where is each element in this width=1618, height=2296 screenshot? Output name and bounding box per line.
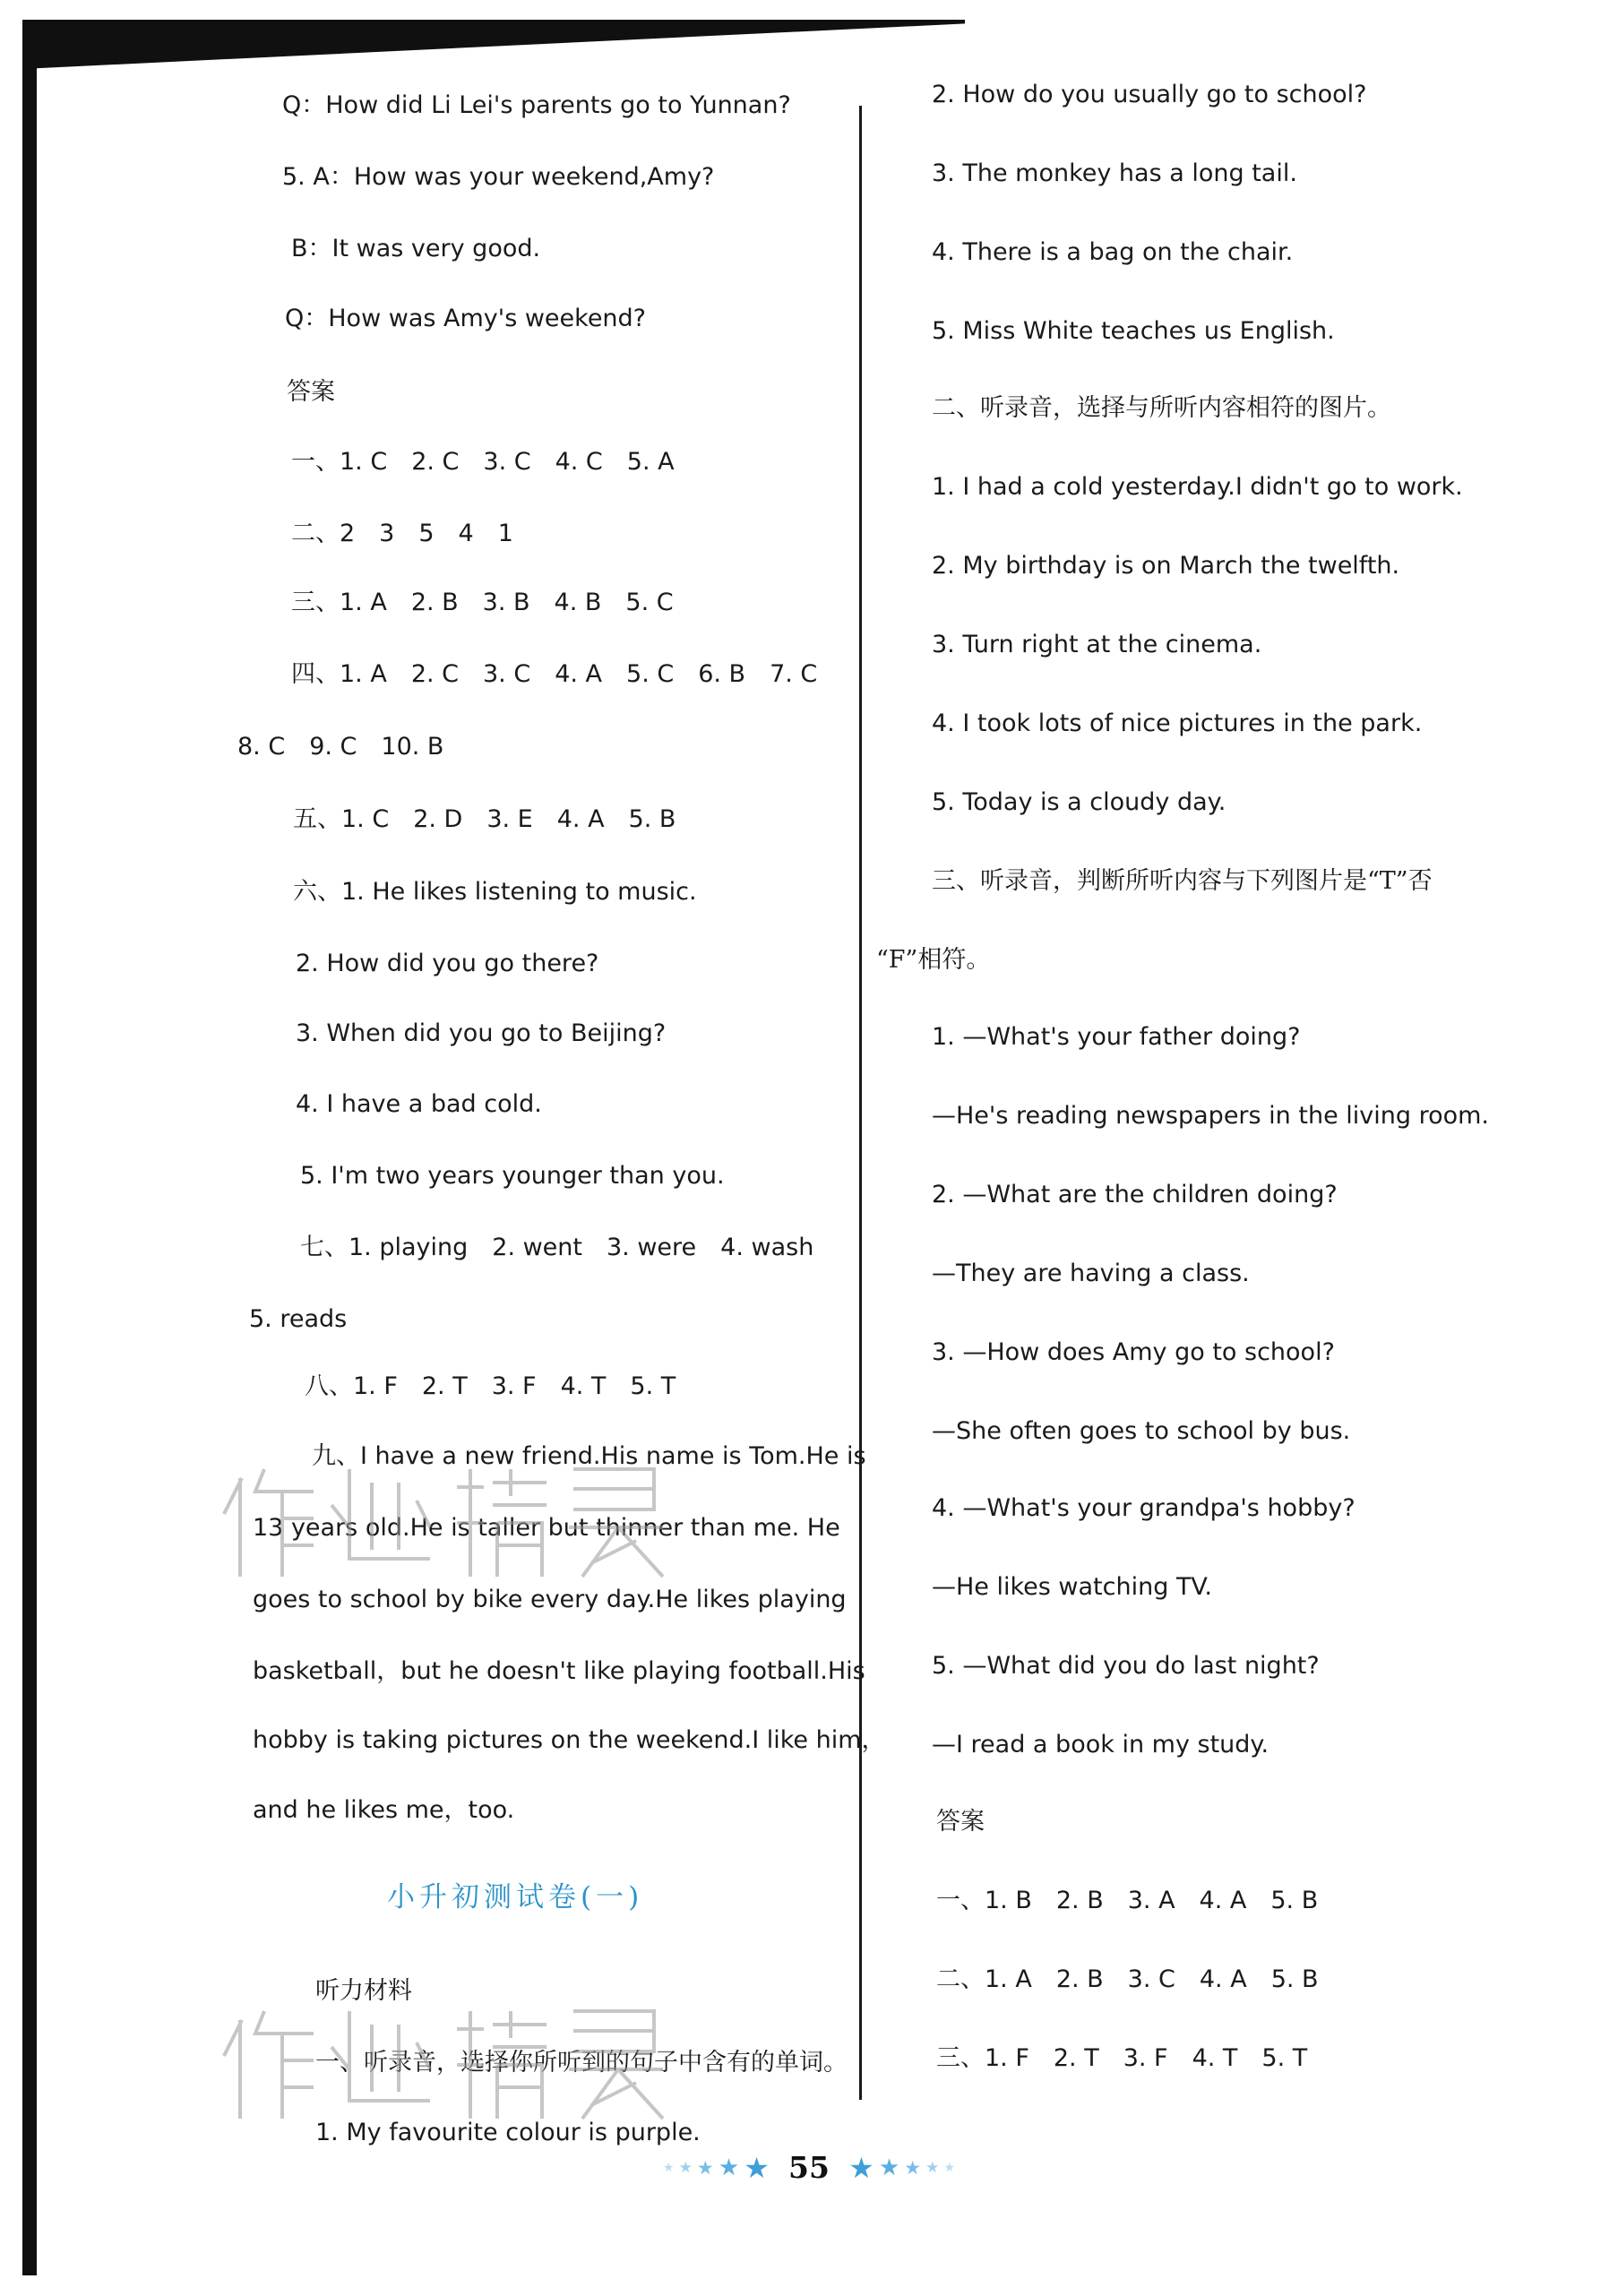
text-line: 2. How did you go there? xyxy=(296,950,599,977)
text-line: hobby is taking pictures on the weekend.I like him， xyxy=(253,1726,886,1754)
star-icon: ★ xyxy=(904,2156,922,2179)
text-line: 2. How do you usually go to school? xyxy=(932,81,1367,108)
text-line: 三、听录音，判断所听内容与下列图片是“T”否 xyxy=(932,867,1433,895)
text-line: 1. —What's your father doing? xyxy=(932,1023,1301,1051)
text-line: 八、1. F 2. T 3. F 4. T 5. T xyxy=(305,1372,676,1400)
text-line: —I read a book in my study. xyxy=(932,1731,1269,1759)
text-line: 4. I took lots of nice pictures in the park. xyxy=(932,709,1423,737)
text-line: 一、1. B 2. B 3. A 4. A 5. B xyxy=(936,1887,1319,1914)
text-line: 1. I had a cold yesterday.I didn't go to work. xyxy=(932,473,1463,501)
text-line: Q：How was Amy's weekend? xyxy=(285,305,647,332)
text-line: 4. There is a bag on the chair. xyxy=(932,238,1294,266)
text-line: 5. I'm two years younger than you. xyxy=(300,1162,725,1190)
text-line: Q：How did Li Lei's parents go to Yunnan? xyxy=(282,91,791,119)
scan-edge-top xyxy=(22,20,965,69)
text-line: 三、1. A 2. B 3. B 4. B 5. C xyxy=(291,589,674,616)
text-line: 四、1. A 2. C 3. C 4. A 5. C 6. B 7. C xyxy=(291,660,818,688)
text-line: 3. —How does Amy go to school? xyxy=(932,1338,1335,1366)
text-line: 二、听录音，选择与所听内容相符的图片。 xyxy=(932,394,1391,422)
text-line: 七、1. playing 2. went 3. were 4. wash xyxy=(300,1234,814,1261)
text-line: —They are having a class. xyxy=(932,1260,1250,1287)
text-line: 九、I have a new friend.His name is Tom.He is xyxy=(312,1442,866,1470)
text-line: 2. —What are the children doing? xyxy=(932,1181,1338,1208)
text-line: 五、1. C 2. D 3. E 4. A 5. B xyxy=(293,805,676,833)
text-line: 5. Today is a cloudy day. xyxy=(932,788,1226,816)
star-icon: ★ xyxy=(718,2154,740,2181)
star-icon: ★ xyxy=(878,2154,900,2181)
text-line: 3. Turn right at the cinema. xyxy=(932,631,1262,658)
watermark-stamp xyxy=(215,1442,681,1586)
text-line: 一、听录音，选择你所听到的句子中含有的单词。 xyxy=(315,2049,848,2077)
star-icon: ★ xyxy=(943,2160,956,2175)
text-line: —She often goes to school by bus. xyxy=(932,1417,1351,1445)
text-line: goes to school by bike every day.He likes playing xyxy=(253,1586,847,1613)
text-line: basketball，but he doesn't like playing football.His xyxy=(253,1657,865,1685)
text-line: 3. When did you go to Beijing? xyxy=(296,1019,667,1047)
text-line: 1. My favourite colour is purple. xyxy=(315,2119,701,2146)
star-icon: ★ xyxy=(678,2158,693,2177)
column-divider xyxy=(859,106,862,2100)
text-line: B：It was very good. xyxy=(291,235,541,262)
text-line: “F”相符。 xyxy=(876,946,991,974)
text-line: 一、1. C 2. C 3. C 4. C 5. A xyxy=(291,448,675,476)
text-line: 答案 xyxy=(287,378,335,406)
text-line: 4. —What's your grandpa's hobby? xyxy=(932,1494,1356,1522)
text-line: 答案 xyxy=(936,1808,985,1836)
text-line: —He's reading newspapers in the living room. xyxy=(932,1102,1490,1130)
text-line: 5. reads xyxy=(249,1305,348,1333)
text-line: 三、1. F 2. T 3. F 4. T 5. T xyxy=(936,2044,1308,2072)
text-line: 3. The monkey has a long tail. xyxy=(932,159,1297,187)
text-line: 听力材料 xyxy=(315,1977,412,2005)
star-icon: ★ xyxy=(925,2158,940,2177)
text-line: 二、1. A 2. B 3. C 4. A 5. B xyxy=(936,1965,1319,1993)
text-line: 13 years old.He is taller but thinner than me. He xyxy=(253,1514,840,1542)
section-heading: 小升初测试卷(一) xyxy=(387,1881,644,1913)
text-line: 5. Miss White teaches us English. xyxy=(932,317,1335,345)
text-line: 8. C 9. C 10. B xyxy=(237,733,444,761)
star-icon: ★ xyxy=(744,2150,770,2185)
text-line: 5. —What did you do last night? xyxy=(932,1652,1320,1680)
watermark-stamp xyxy=(215,1984,681,2128)
text-line: 六、1. He likes listening to music. xyxy=(293,878,697,906)
star-icon: ★ xyxy=(696,2156,714,2179)
text-line: 5. A：How was your weekend,Amy? xyxy=(282,163,715,191)
star-icon: ★ xyxy=(662,2160,675,2175)
text-line: 4. I have a bad cold. xyxy=(296,1090,542,1118)
text-line: 2. My birthday is on March the twelfth. xyxy=(932,552,1400,580)
scan-edge-left xyxy=(22,54,37,2275)
star-icon: ★ xyxy=(848,2150,874,2185)
page-number: 55 xyxy=(788,2150,830,2185)
text-line: 二、2 3 5 4 1 xyxy=(291,520,513,547)
text-line: and he likes me，too. xyxy=(253,1796,515,1824)
page-footer xyxy=(0,2150,1618,2197)
text-line: —He likes watching TV. xyxy=(932,1573,1213,1601)
